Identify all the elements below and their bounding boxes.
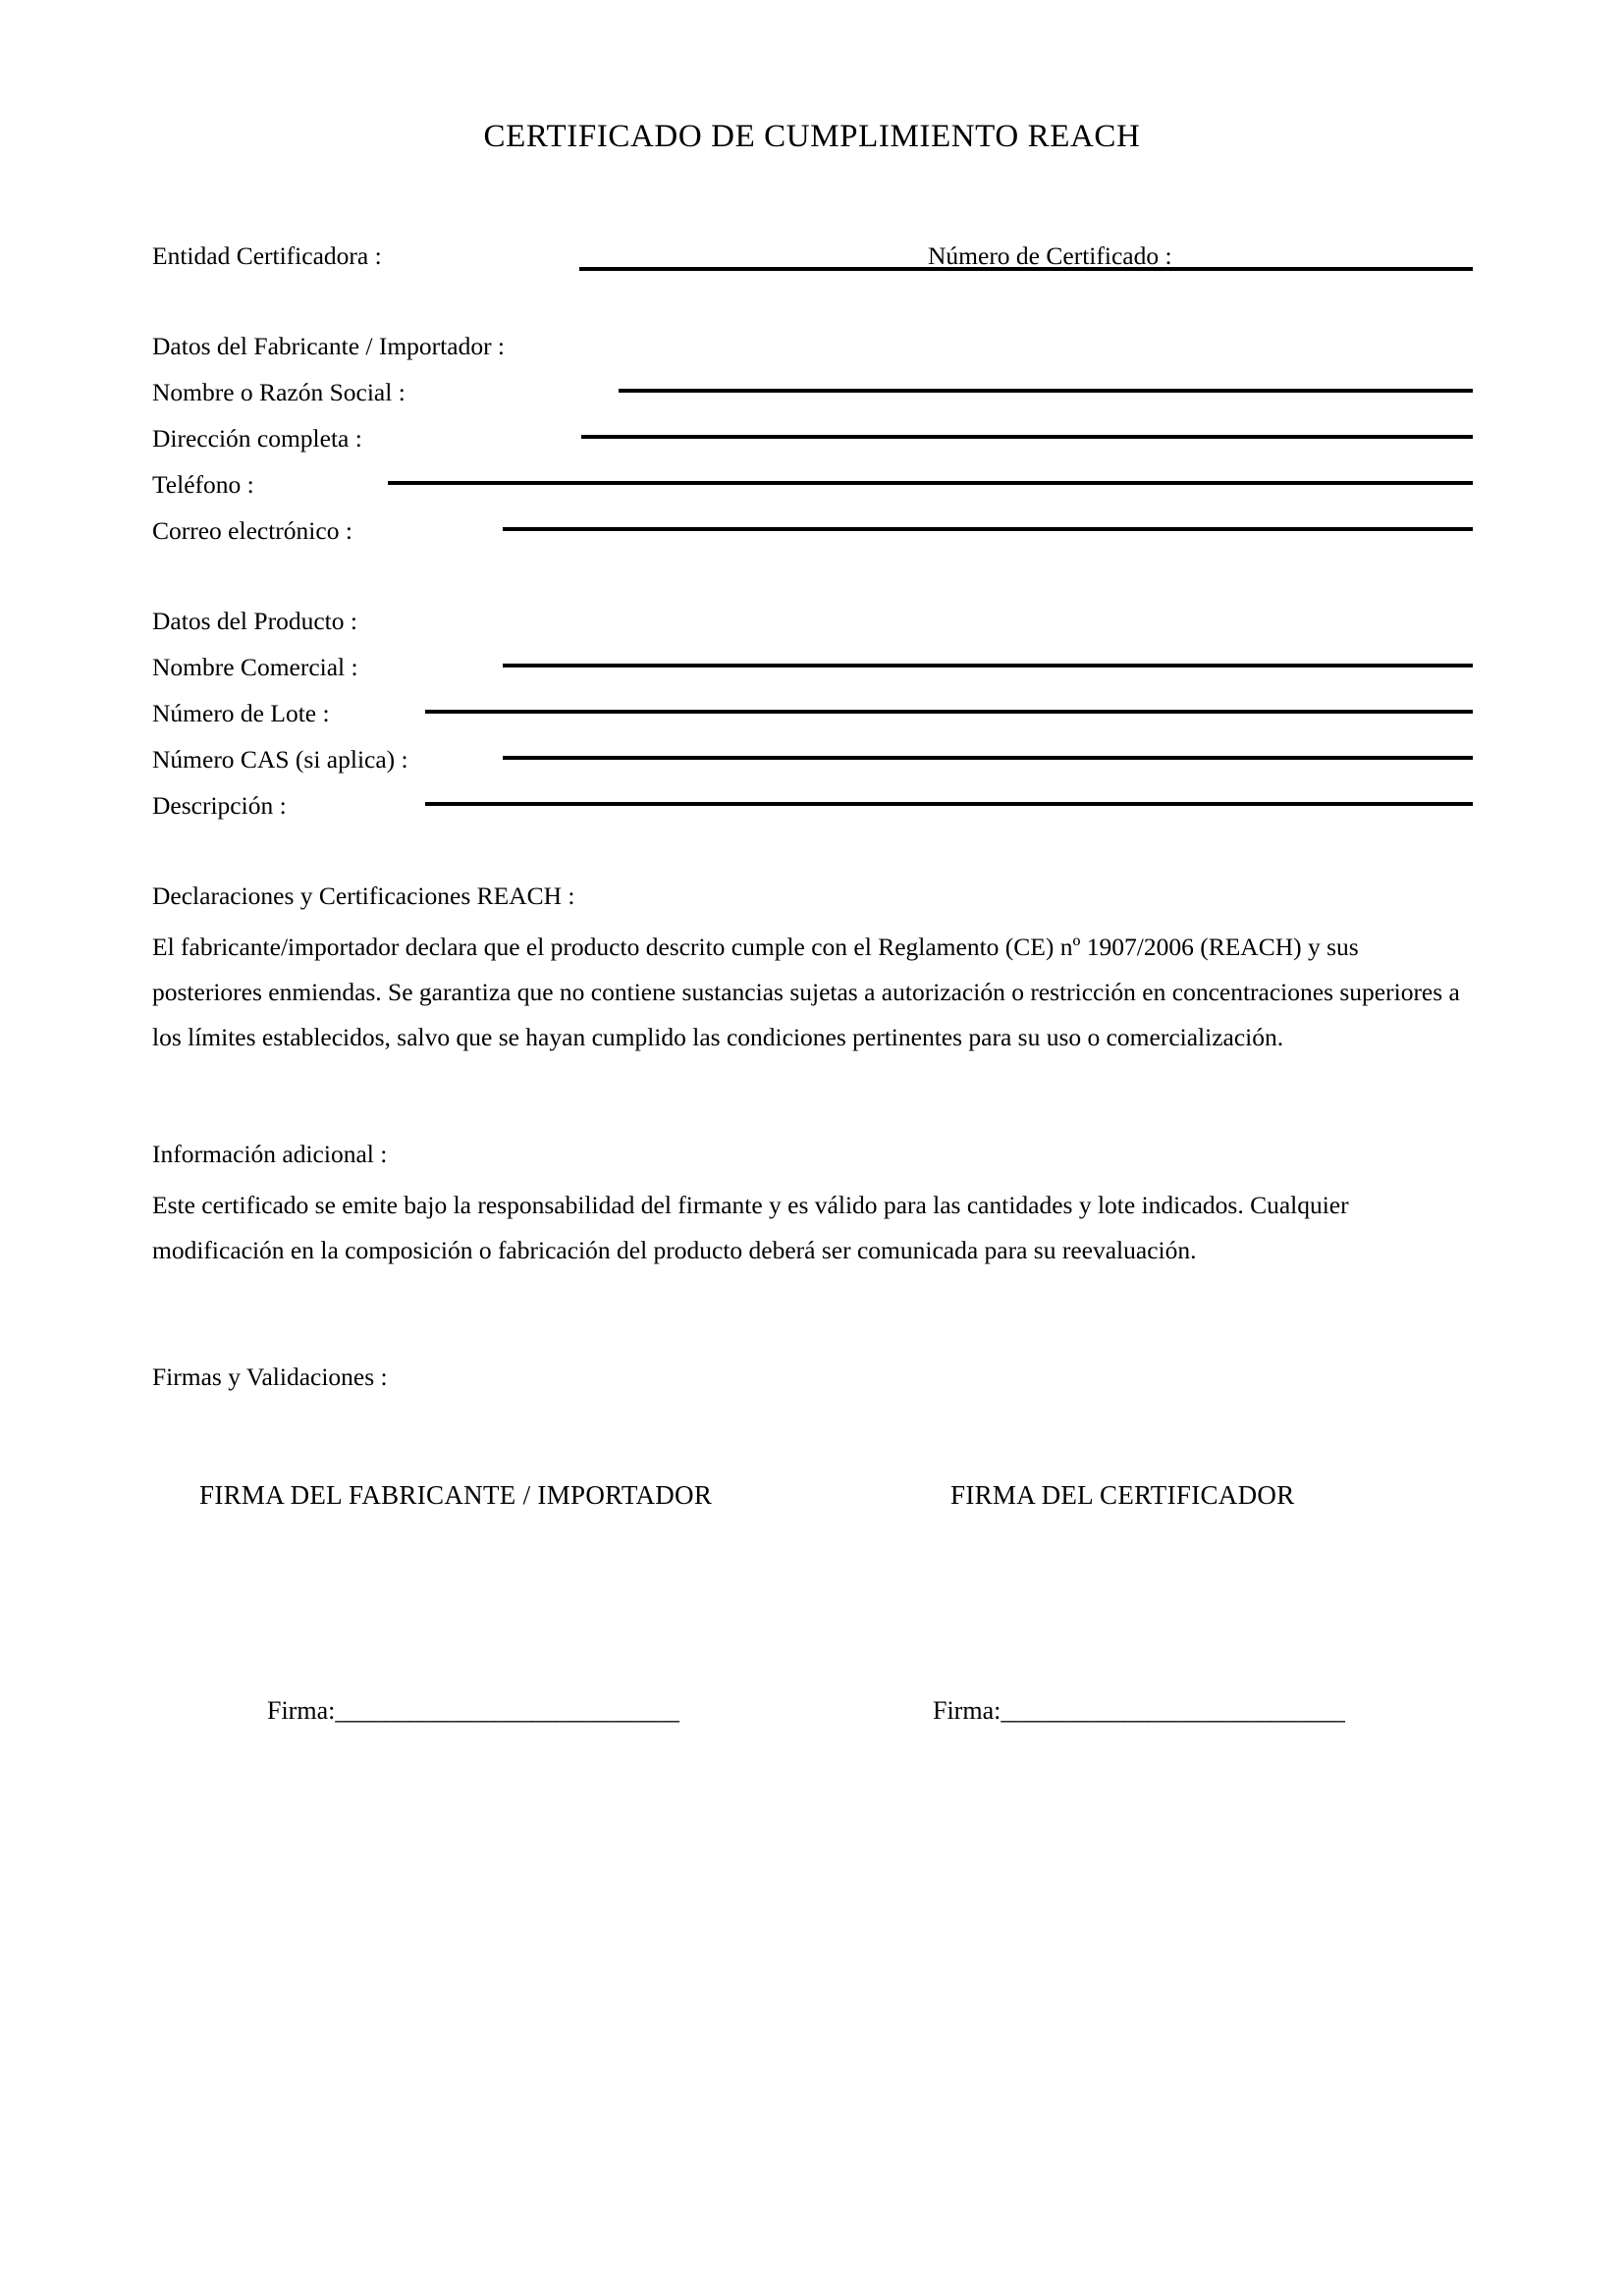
heading-firmas-validaciones: Firmas y Validaciones : (152, 1362, 388, 1391)
signature-blank-fabricante[interactable]: ____________________________ (335, 1696, 679, 1725)
heading-datos-producto: Datos del Producto : (152, 607, 357, 635)
input-numero-certificado[interactable] (1218, 267, 1473, 271)
signature-title-fabricante: FIRMA DEL FABRICANTE / IMPORTADOR (199, 1480, 713, 1510)
label-correo-electronico: Correo electrónico : (152, 516, 352, 545)
signature-label-fabricante: Firma: (267, 1696, 336, 1725)
heading-declaraciones-reach: Declaraciones y Certificaciones REACH : (152, 881, 575, 910)
input-nombre-comercial[interactable] (503, 664, 1473, 667)
label-numero-cas: Número CAS (si aplica) : (152, 745, 408, 774)
label-direccion-completa: Dirección completa : (152, 424, 362, 453)
page-title: CERTIFICADO DE CUMPLIMIENTO REACH (483, 119, 1141, 154)
additional-info-body-text: Este certificado se emite bajo la responsabilidad del firmante y es válido para las cantidades y lote indicados. Cualquier modificación en la composición o fabricación del producto deberá ser comunicada para su reevaluación. (152, 1191, 1349, 1264)
label-telefono: Teléfono : (152, 470, 254, 499)
signature-field-fabricante[interactable] (267, 1696, 678, 1726)
input-correo-electronico[interactable] (503, 527, 1473, 531)
label-nombre-razon-social: Nombre o Razón Social : (152, 378, 406, 406)
signature-label-certificador: Firma: (933, 1696, 1001, 1725)
label-nombre-comercial: Nombre Comercial : (152, 653, 358, 681)
input-nombre-razon-social[interactable] (619, 389, 1473, 393)
signature-title-certificador: FIRMA DEL CERTIFICADOR (950, 1480, 1295, 1510)
input-direccion-completa[interactable] (581, 435, 1473, 439)
declarations-body-text: El fabricante/importador declara que el producto descrito cumple con el Reglamento (CE) nº 1907/2006 (REACH) y sus posteriores enmiendas. Se garantiza que no contiene sustancias sujetas a autorización o restricción en concentraciones superiores a los límites establecidos, salvo que se hayan cumplido las condiciones pertinentes para su uso o comercialización. (152, 933, 1460, 1051)
input-telefono[interactable] (388, 481, 1473, 485)
label-entidad-certificadora: Entidad Certificadora : (152, 241, 382, 270)
input-numero-cas[interactable] (503, 756, 1473, 760)
heading-informacion-adicional: Información adicional : (152, 1140, 388, 1168)
label-numero-certificado: Número de Certificado : (928, 241, 1172, 270)
heading-datos-fabricante: Datos del Fabricante / Importador : (152, 332, 506, 360)
signature-blank-certificador[interactable]: ____________________________ (1001, 1696, 1345, 1725)
input-descripcion[interactable] (425, 802, 1473, 806)
signature-field-certificador[interactable] (933, 1696, 1344, 1726)
label-descripcion: Descripción : (152, 791, 287, 820)
label-numero-lote: Número de Lote : (152, 699, 330, 727)
input-numero-lote[interactable] (425, 710, 1473, 714)
